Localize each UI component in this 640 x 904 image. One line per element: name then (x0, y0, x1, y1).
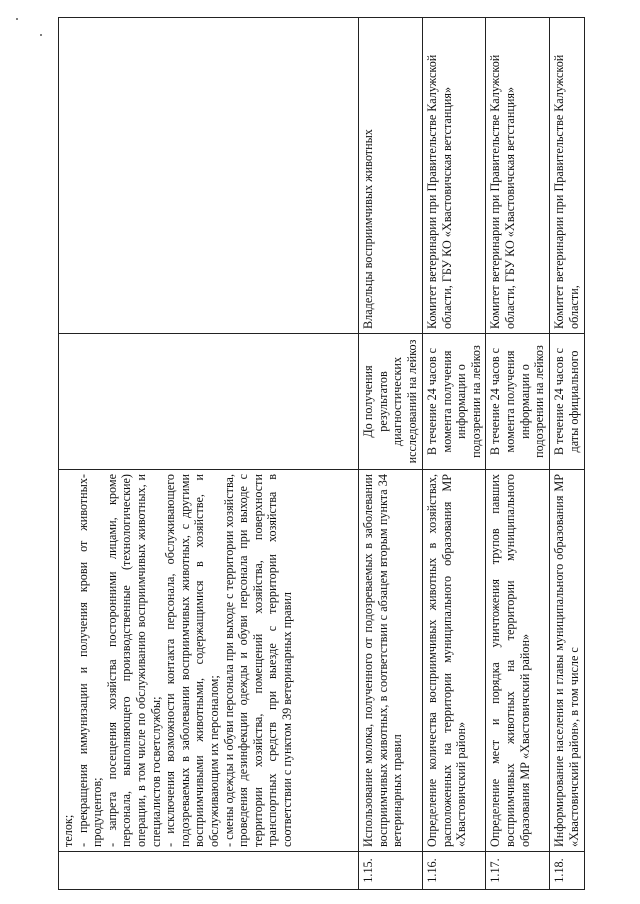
row-number: 1.16. (423, 852, 486, 890)
action-line: телок; (61, 814, 75, 847)
table-row (550, 18, 584, 890)
action-line: - прекращения иммунизации и получения крови от животных-продуцентов; (75, 474, 105, 847)
responsible-cell: Комитет ветеринарии при Правительстве Калужской области, ГБУ КО «Хвастовичская ветстанция» (423, 18, 486, 334)
action-line: - исключения возможности контакта персонала, обслуживающего подозреваемых в заболевании восприимчивых животных, с другими восприимчивыми животными, содержащимися в хозяйстве, и обслуживающим их персоналом; (163, 474, 221, 847)
term-cell: В течение 24 часов с момента получения информации о подозрении на лейкоз (423, 334, 486, 470)
table-row (359, 18, 423, 890)
measures-table (58, 17, 585, 890)
table-row (423, 18, 486, 890)
row-number (59, 852, 359, 890)
term-cell: В течение 24 часов с даты официального (550, 334, 584, 470)
speck (16, 18, 18, 20)
action-line: - запрета посещения хозяйства посторонними лицами, кроме персонала, выполняющего производственные (технологические) операции, в том числе по обслуживанию восприимчивых животных, и специалистов госветслужбы; (104, 474, 163, 847)
responsible-cell: Комитет ветеринарии при Правительстве Калужской области, (550, 18, 584, 334)
action-cell: Определение количества восприимчивых животных в хозяйствах, расположенных на территории муниципального образования МР «Хвастовичский район» (423, 470, 486, 852)
term-cell (59, 334, 359, 470)
action-cell: Информирование населения и главы муниципального образования МР «Хвастовичский район», в том числе с (550, 470, 584, 852)
row-number: 1.15. (359, 852, 423, 890)
action-cell: Использование молока, полученного от подозреваемых в заболевании восприимчивых животных, в соответствии с абзацем вторым пункта 34 ветеринарных правил (359, 470, 423, 852)
action-cell (59, 470, 359, 852)
action-cell: Определение мест и порядка уничтожения трупов павших восприимчивых животных на территории муниципального образования МР «Хвастовичский район» (486, 470, 550, 852)
speck (40, 34, 42, 36)
term-cell: До получения результатов диагностических исследований на лейкоз (359, 334, 423, 470)
responsible-cell (59, 18, 359, 334)
row-number: 1.18. (550, 852, 584, 890)
table-row (486, 18, 550, 890)
action-line: - смены одежды и обуви персонала при выходе с территории хозяйства, проведения дезинфекции одежды и обуви персонала при выходе с территории хозяйства, помещений хозяйства, поверхности транспортных средств при выезде с территории хозяйства в соответствии с пунктом 39 ветеринарных правил (221, 474, 294, 847)
row-number: 1.17. (486, 852, 550, 890)
responsible-cell: Комитет ветеринарии при Правительстве Калужской области, ГБУ КО «Хвастовичская ветстанция» (486, 18, 550, 334)
responsible-cell: Владельцы восприимчивых животных (359, 18, 423, 334)
term-cell: В течение 24 часов с момента получения информации о подозрении на лейкоз (486, 334, 550, 470)
table-row (59, 18, 359, 890)
